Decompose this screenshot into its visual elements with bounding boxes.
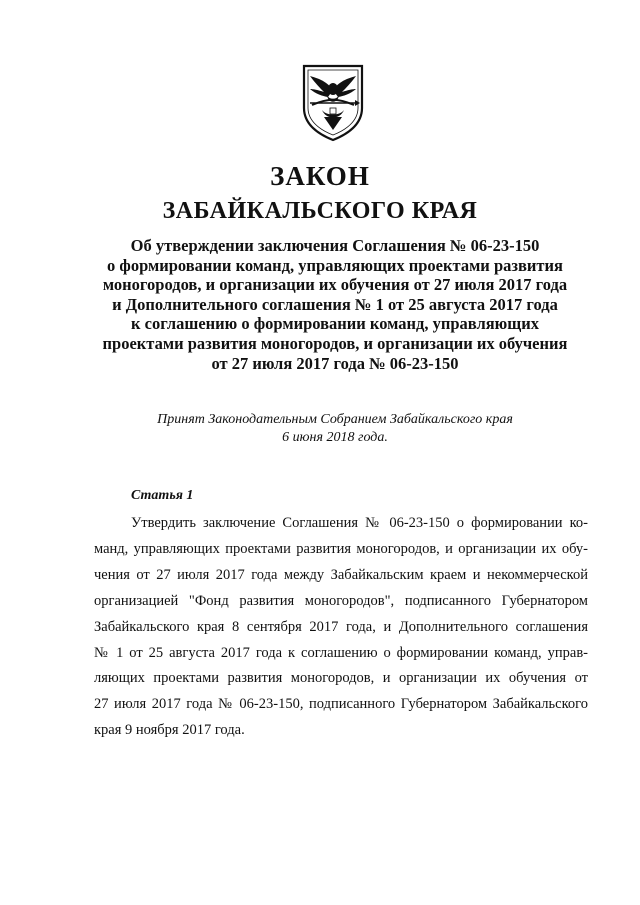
article-heading: Статья 1 bbox=[131, 488, 194, 503]
article-line: 27 июля 2017 года № 06-23-150, подписанного Губернатором Забайкальского bbox=[94, 696, 588, 713]
law-title-line: от 27 июля 2017 года № 06-23-150 bbox=[211, 353, 459, 373]
adoption-note-line: 6 июня 2018 года. bbox=[282, 430, 388, 445]
article-line: чения от 27 июля 2017 года между Забайкальским краем и некоммерческой bbox=[94, 566, 588, 583]
article-line: Забайкальского края 8 сентября 2017 года, и Дополнительного соглашения bbox=[94, 618, 588, 635]
law-title-line: и Дополнительного соглашения № 1 от 25 августа 2017 года bbox=[112, 294, 558, 314]
document-type-title: ЗАКОН bbox=[270, 161, 370, 191]
article-line: № 1 от 25 августа 2017 года к соглашению о формировании команд, управ- bbox=[94, 644, 588, 661]
article-line: ляющих проектами развития моногородов, и организации их обучения от bbox=[94, 670, 588, 687]
law-title-line: к соглашению о формировании команд, управляющих bbox=[131, 314, 539, 334]
region-title: ЗАБАЙКАЛЬСКОГО КРАЯ bbox=[162, 198, 478, 224]
law-title-line: моногородов, и организации их обучения от 27 июля 2017 года bbox=[102, 275, 568, 295]
law-title-line: Об утверждении заключения Соглашения № 06-23-150 bbox=[130, 236, 540, 255]
adoption-note bbox=[90, 411, 580, 447]
article-body bbox=[94, 511, 588, 744]
law-title bbox=[70, 236, 600, 373]
article-line: Утвердить заключение Соглашения № 06-23-150 о формировании ко- bbox=[131, 515, 588, 531]
article-line: края 9 ноября 2017 года. bbox=[94, 722, 245, 739]
law-title-line: о формировании команд, управляющих проектами развития bbox=[107, 255, 563, 275]
coat-of-arms-icon bbox=[298, 62, 368, 142]
adoption-note-line: Принят Законодательным Собранием Забайкальского края bbox=[157, 412, 513, 427]
article-line: организацией "Фонд развития моногородов", подписанного Губернатором bbox=[94, 592, 588, 609]
law-title-line: проектами развития моногородов, и организации их обучения bbox=[102, 333, 568, 353]
article-line: манд, управляющих проектами развития моногородов, и организации их обу- bbox=[94, 540, 588, 557]
